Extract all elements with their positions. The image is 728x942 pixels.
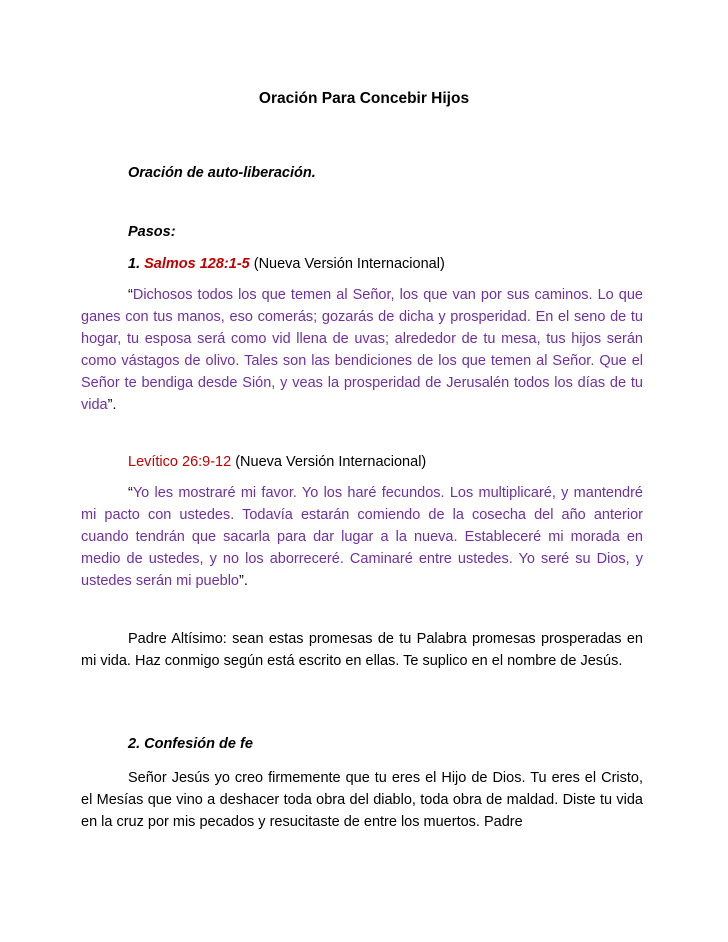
psalm-close-quote: ”. bbox=[107, 397, 117, 413]
prayer-paragraph: Padre Altísimo: sean estas promesas de tu Palabra promesas prosperadas en mi vida. Haz conmigo según está escrito en ellas. Te suplico en el nombre de Jesús. bbox=[81, 631, 643, 669]
psalm-open-quote: “ bbox=[128, 287, 133, 303]
leviticus-text: Yo les mostraré mi favor. Yo los haré fecundos. Los multiplicaré, y mantendré mi pacto con ustedes. Todavía estarán comiendo de la cosecha del año anterior cuando tendrán que sacarla para dar lugar a la nueva. Estableceré mi morada en medio de ustedes, y no los aborreceré. Caminaré entre ustedes. Yo seré su Dios, y ustedes serán mi pueblo bbox=[81, 485, 643, 589]
leviticus-close-quote: ”. bbox=[239, 573, 248, 589]
step1-number: 1. bbox=[128, 256, 141, 272]
document-subtitle: Oración de auto-liberación. bbox=[128, 165, 316, 181]
step1-version: (Nueva Versión Internacional) bbox=[253, 256, 445, 272]
leviticus-open-quote: “ bbox=[128, 485, 133, 501]
step2-paragraph: Señor Jesús yo creo firmemente que tu eres el Hijo de Dios. Tu eres el Cristo, el Mesías que vino a deshacer toda obra del diablo, toda obra de maldad. Diste tu vida en la cruz por mis pecados y resucitaste de entre los muertos. Padre bbox=[81, 770, 643, 830]
document-title: Oración Para Concebir Hijos bbox=[258, 90, 470, 107]
psalm-quote bbox=[81, 284, 643, 416]
psalm-text: Dichosos todos los que temen al Señor, los que van por sus caminos. Lo que ganes con tus manos, eso comerás; gozarás de dicha y prosperidad. En el seno de tu hogar, tu esposa será como vid llena de uvas; alrededor de tu mesa, tus hijos serán como vástagos de olivo. Tales son las bendiciones de los que temen al Señor. Que el Señor te bendiga desde Sión, y veas la prosperidad de Jerusalén todos los días de tu vida bbox=[81, 287, 643, 413]
step1-reference: Salmos 128:1-5 bbox=[144, 256, 250, 272]
steps-heading: Pasos: bbox=[128, 224, 176, 240]
leviticus-quote bbox=[81, 482, 643, 592]
step2-heading: 2. Confesión de fe bbox=[128, 736, 253, 752]
leviticus-version: (Nueva Versión Internacional) bbox=[235, 454, 427, 470]
leviticus-reference: Levítico 26:9-12 bbox=[128, 454, 232, 470]
step1-reference-line bbox=[128, 254, 445, 274]
leviticus-reference-line bbox=[128, 452, 426, 472]
